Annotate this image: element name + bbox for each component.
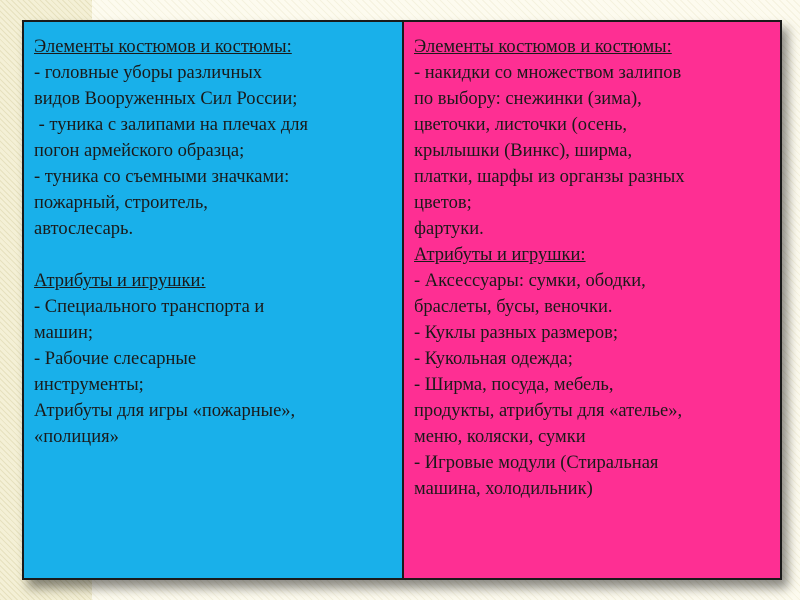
right-costumes-line: фартуки.: [414, 219, 484, 239]
left-toys-line: Атрибуты для игры «пожарные»,: [34, 401, 296, 421]
left-costumes-line: видов Вооруженных Сил России;: [34, 89, 298, 109]
right-toys-line: меню, коляски, сумки: [414, 427, 586, 447]
left-toys-line: - Специального транспорта и: [34, 297, 265, 317]
right-costumes-line: по выбору: снежинки (зима),: [414, 89, 642, 109]
right-costumes-line: цветов;: [414, 193, 472, 213]
paragraph-spacer: [34, 242, 396, 268]
left-costumes-line: пожарный, строитель,: [34, 193, 208, 213]
right-toys-line: продукты, атрибуты для «ателье»,: [414, 401, 683, 421]
left-toys-line: - Рабочие слесарные: [34, 349, 197, 369]
right-costumes-heading: Элементы костюмов и костюмы:: [414, 37, 672, 57]
right-toys-line: - Аксессуары: сумки, ободки,: [414, 271, 646, 291]
right-costumes-line: крылышки (Винкс), ширма,: [414, 141, 633, 161]
left-costumes-line: погон армейского образца;: [34, 141, 245, 161]
right-toys-line: браслеты, бусы, веночки.: [414, 297, 613, 317]
right-costumes-line: - накидки со множеством залипов: [414, 63, 682, 83]
left-toys-line: машин;: [34, 323, 93, 343]
right-toys-line: - Куклы разных размеров;: [414, 323, 619, 343]
content-table: [22, 20, 782, 580]
right-toys-line: - Кукольная одежда;: [414, 349, 573, 369]
left-toys-line: «полиция»: [34, 427, 119, 447]
right-toys-line: машина, холодильник): [414, 479, 593, 499]
right-toys-heading: Атрибуты и игрушки:: [414, 245, 586, 265]
right-costumes-line: цветочки, листочки (осень,: [414, 115, 628, 135]
left-costumes-heading: Элементы костюмов и костюмы:: [34, 37, 292, 57]
left-toys-line: инструменты;: [34, 375, 144, 395]
girls-column: [404, 22, 780, 578]
right-toys-line: - Игровые модули (Стиральная: [414, 453, 659, 473]
left-costumes-line: автослесарь.: [34, 219, 134, 239]
boys-column: [24, 22, 404, 578]
left-costumes-line: - головные уборы различных: [34, 63, 263, 83]
left-costumes-line: - туника со съемными значками:: [34, 167, 290, 187]
right-toys-line: - Ширма, посуда, мебель,: [414, 375, 614, 395]
right-costumes-line: платки, шарфы из органзы разных: [414, 167, 685, 187]
left-costumes-line: - туника с залипами на плечах для: [34, 115, 309, 135]
left-toys-heading: Атрибуты и игрушки:: [34, 271, 206, 291]
